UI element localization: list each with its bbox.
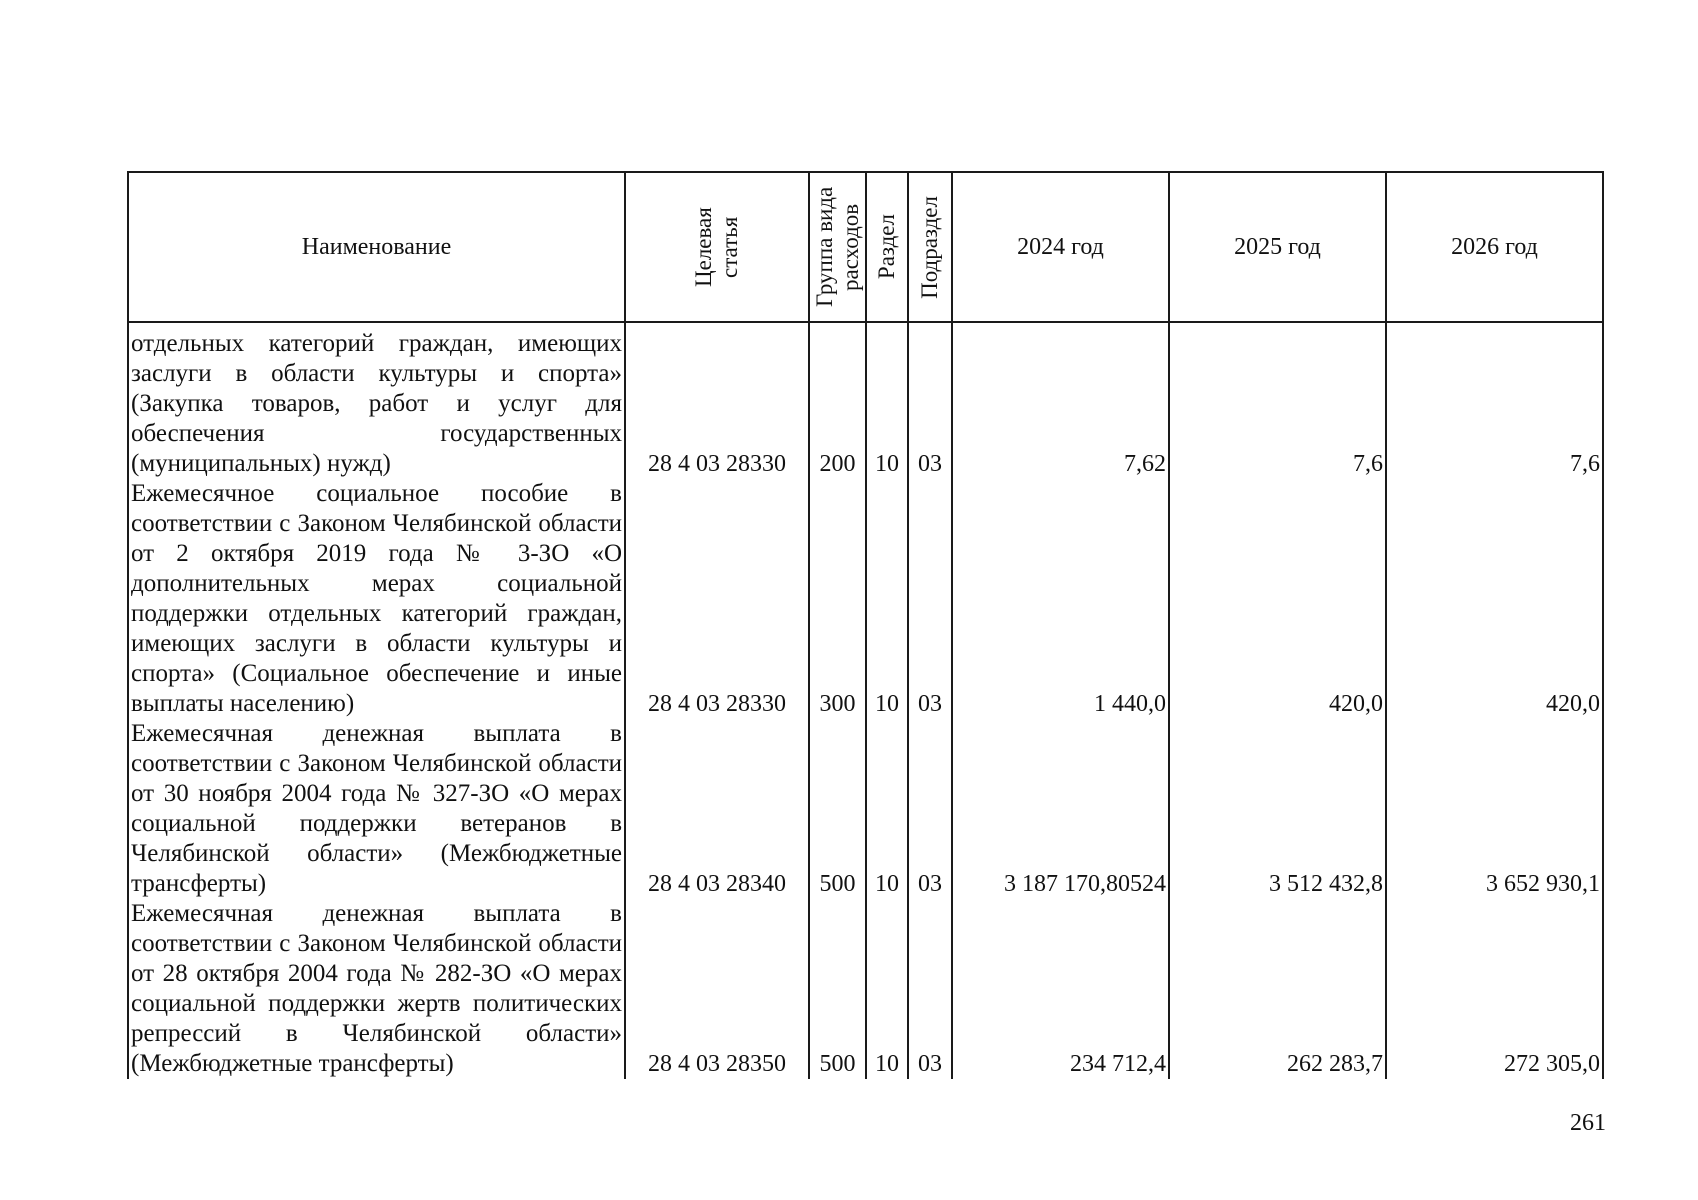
row-name: Ежемесячное социальное пособие в соответствии с Законом Челябинской области от 2 октября 2019 года № 3-ЗО «О дополнительных мерах социальной поддержки отдельных категорий граждан, имеющих заслуги в области культуры и спорта» (Социальное обеспечение и иные выплаты населению) (128, 479, 625, 719)
header-podrazdel-cell (908, 172, 952, 322)
header-target: Целевая статья (691, 207, 742, 287)
spacer-row (128, 322, 1603, 329)
table-row (128, 899, 1603, 1079)
header-name: Наименование (128, 172, 625, 322)
row-2024: 234 712,4 (952, 899, 1169, 1079)
row-2025: 262 283,7 (1169, 899, 1386, 1079)
row-2026: 7,6 (1386, 329, 1603, 479)
row-2025: 420,0 (1169, 479, 1386, 719)
header-2024: 2024 год (952, 172, 1169, 322)
row-razdel: 10 (866, 899, 908, 1079)
table-row (128, 329, 1603, 479)
header-group: Группа вида расходов (811, 186, 863, 308)
header-razdel-wrap (867, 173, 907, 321)
budget-table (127, 171, 1604, 1079)
row-name: Ежемесячная денежная выплата в соответствии с Законом Челябинской области от 28 октября 2004 года № 282-ЗО «О мерах социальной поддержки жертв политических репрессий в Челябинской области» (Межбюджетные трансферты) (128, 899, 625, 1079)
header-razdel-cell (866, 172, 908, 322)
header-group-wrap (810, 173, 865, 321)
table-header (128, 172, 1603, 322)
row-target: 28 4 03 28340 (625, 719, 809, 899)
header-podrazdel: Подраздел (917, 195, 942, 299)
table-row (128, 719, 1603, 899)
row-target: 28 4 03 28330 (625, 479, 809, 719)
table-row (128, 479, 1603, 719)
row-target: 28 4 03 28330 (625, 329, 809, 479)
row-target: 28 4 03 28350 (625, 899, 809, 1079)
row-podrazdel: 03 (908, 479, 952, 719)
row-2025: 3 512 432,8 (1169, 719, 1386, 899)
page-number: 261 (1570, 1110, 1606, 1136)
row-name: Ежемесячная денежная выплата в соответствии с Законом Челябинской области от 30 ноября 2004 года № 327-ЗО «О мерах социальной поддержки ветеранов в Челябинской области» (Межбюджетные трансферты) (128, 719, 625, 899)
header-target-cell (625, 172, 809, 322)
row-2026: 420,0 (1386, 479, 1603, 719)
row-podrazdel: 03 (908, 719, 952, 899)
header-2026: 2026 год (1386, 172, 1603, 322)
header-podrazdel-wrap (909, 173, 951, 321)
row-group: 300 (809, 479, 866, 719)
row-2024: 1 440,0 (952, 479, 1169, 719)
row-2026: 272 305,0 (1386, 899, 1603, 1079)
row-2025: 7,6 (1169, 329, 1386, 479)
row-group: 500 (809, 719, 866, 899)
row-group: 200 (809, 329, 866, 479)
header-razdel: Раздел (874, 214, 899, 280)
row-name: отдельных категорий граждан, имеющих заслуги в области культуры и спорта» (Закупка товаров, работ и услуг для обеспечения государственных (муниципальных) нужд) (128, 329, 625, 479)
header-2025: 2025 год (1169, 172, 1386, 322)
row-2024: 3 187 170,80524 (952, 719, 1169, 899)
header-target-wrap (626, 173, 808, 321)
row-razdel: 10 (866, 479, 908, 719)
row-group: 500 (809, 899, 866, 1079)
header-row (128, 172, 1603, 322)
row-razdel: 10 (866, 719, 908, 899)
row-2026: 3 652 930,1 (1386, 719, 1603, 899)
row-razdel: 10 (866, 329, 908, 479)
header-group-cell (809, 172, 866, 322)
row-podrazdel: 03 (908, 899, 952, 1079)
row-2024: 7,62 (952, 329, 1169, 479)
table-body (128, 322, 1603, 1079)
row-podrazdel: 03 (908, 329, 952, 479)
